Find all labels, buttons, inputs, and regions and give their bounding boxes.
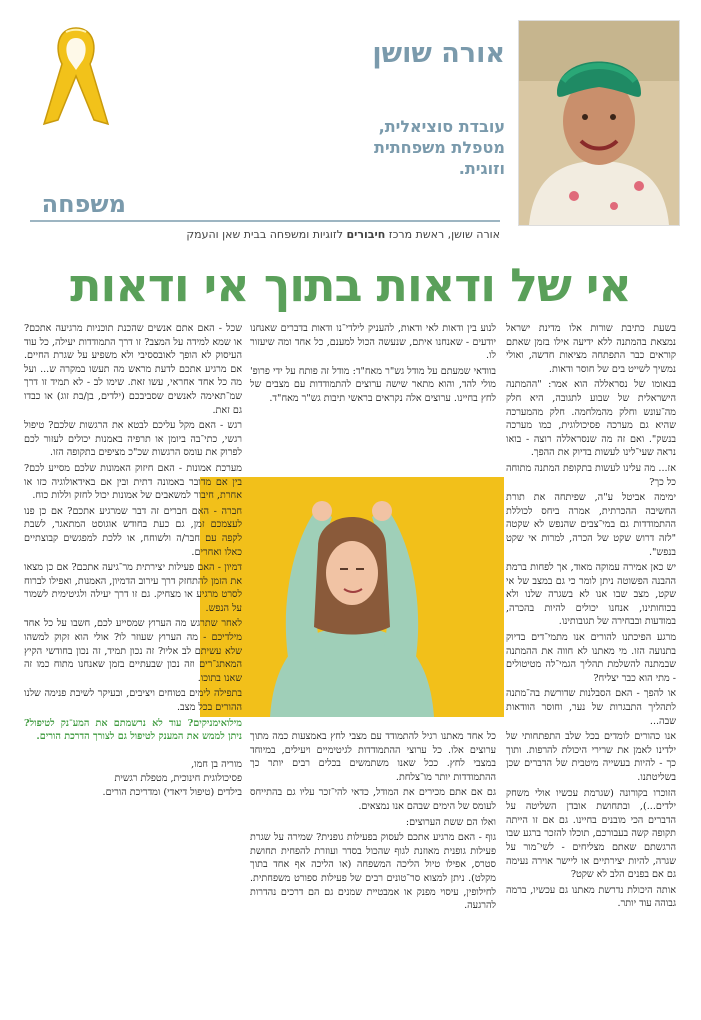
paragraph: כל אחד מאתנו רגיל להתמודד עם מצבי לחץ באמצעות כמה מתוך ערוצים אלו. כל ערוצי ההתמודדות לגיטימיים ויעילים, במיוחד במצבי לחץ. ככל שאנו משתמשים בכלים רבים יותר כך ההתמודדות יותר מו־צלחת. [250, 731, 496, 783]
reservist-grant-note: מילואימניקים? עוד לא נרשמתם את המע־נק לטיפול? ניתן לממש את המענק לטיפול גם לצורך הדרכת הורים. [24, 717, 242, 743]
headline: אי של ודאות בתוך אי ודאות [70, 258, 631, 312]
author-photo [518, 20, 680, 226]
paragraph: גוף - האם מרגיע אתכם לעסוק בפעילות גופנית? שמירה על שגרת פעילות גופנית מאוזנת לגוף שהכול בסדר ועוזרת להפחית תחושת סטרס, אפילו טיול הליכה המשפחה (או הליכה אף אחד בתוך מקלט). ניתן למצוא סר־טונים רבים של פעילות ספורט משפחתית. לחילופין, עיסוי מפנק או אמבטיית שמנים גם הם דרכים נהדרות להרגעה. [250, 832, 496, 912]
paragraph: בנאומו של נסראללה הוא אמר: "ההמתנה הישראלית של שבוע לתגובה, היא חלק מה־עונש וחלק מהמלחמה. חלק מהמערכה שהיא גם מערכה פסיכולוגית, כמו מערכה בנשק". ואם זה מה שנסראללה רוצה - בואו נראה שעי־לינו לעשות בדיוק את ההפך. [506, 379, 676, 459]
paragraph: הזוכרו בקורונה (שגרמת עכשיו אולי משחק ילדים...), ובתחושת אובדן השליטה על הדברים הכי מובנים בחיינו. גם אם זו הייתה תקופה קשה בעבורכם, תוכלו להזכר ברגע שבו הרגשתם שאתם מצליחים - לשי־מור על שגרה, להיות יצירתיים או ליישר אוירה נעימה גם אם בפנים הלב לא שקט? [506, 787, 676, 881]
article-column-middle-bottom [250, 730, 496, 1007]
byline-text: לזוגיות ומשפחה בבית שאן והעמק [186, 228, 347, 241]
paragraph: לנוע בין ודאות לאי ודאות, להעניק לילדי־נו ודאות בדברים שאנחנו יודעים - שאנחנו איתם, שנעשה הכול למענם, כל אחד ומה שיעזור לו. [250, 323, 496, 362]
paragraph: לאחר שתרגש מה הערוץ שמסייע לכם, חשבו על כל אחד מילדיכם - מה הערוץ שעוזר לו? אולי הוא זקוק למשהו שלא עשיתם לב אליו? זה נכון תמיד, זה נכון בחודשי הקיץ המאתג־רים וזה נכון שבעתיים בזמן שאנחנו מתוח כמו זה שאנו בתוכו. [24, 618, 242, 684]
paragraph: מרגע הפיכתנו להורים אנו מתמי־דים בדיוק בתנועה הזו. מי מאתנו לא חווה את ההמתנה שבמתנה להשלמת תהליך הגמי־לה מטיטולים - מתי הוא כבר יצליח? [506, 632, 676, 684]
section-title: משפחה [41, 190, 126, 218]
paragraph: יש כאן אמירה עמוקה מאוד, אך לפחות ברמת ההבנה הפשוטה ניתן לומר כי גם במצב של אי שקט, מצב שבו אנו לא בשגרה שלנו ולא בכוחותינו, אנחנו יכולים להיות בהכרה, במודעות ובבחירה של תגובותינו. [506, 562, 676, 628]
signature [24, 758, 242, 800]
paragraph: גם אם אתם מכירים את המודל, כדאי להי־זכר עליו גם בהתייחס לעומס של הימים שבהם אנו נמצאים. [250, 787, 496, 812]
signature-line: בילדים (טיפול דיאדי) ומדריכת הורים. [102, 786, 242, 798]
paragraph: דמיון - האם פעילות יצירתית מר־גיעה אתכם? אם כן מצאו את הזמן להתחזק דרך עירוב הדמיון, האמנות, ואפילו לברוח לסרט מרגיע או מצחיק. גם זו דרך יעילה ולגיטימית לשמור על הנפש. [24, 562, 242, 614]
author-role-line: מטפלת משפחתית [374, 138, 505, 157]
paragraph: בתפילה לימים בטוחים ויציבים, ובעיקר לשיבת פנימה שלנו ההורים בכל מצב. [24, 688, 242, 714]
byline-text: אורה שושן, ראשת מרכז [385, 228, 500, 241]
paragraph: ואלו הם ששת הערוצים: [405, 816, 496, 828]
author-role [355, 116, 505, 179]
paragraph: ימימה אביטל ע"ה, שפיתחה את תורת החשיבה ההכרתית, אמרה ביחס לכוללת ההתמודדות גם במי־צבים שהנפש לא שקטה "לזה דרוש שקט של הכרה, למרות אי שקט בנפש". [506, 492, 676, 558]
byline [30, 228, 500, 241]
article-image-stressed-woman [200, 477, 504, 717]
paragraph: אותה היכולת נדרשת מאתנו גם עכשיו, ברמה גבוהה עוד יותר. [506, 884, 676, 910]
author-name: אורה שושן [372, 38, 505, 69]
article-column-right [506, 322, 676, 1007]
paragraph: מערכת אמונות - האם חיזוק האמונות שלכם מסייע לכם? בין אם מדובר באמונה דתית ובין אם באידאולוגיה כזו או אחרת, חיבור למשאבים של אמונות יכול לחזק וללות כוח. [24, 462, 242, 502]
paragraph: אז... מה עלינו לעשות בתקופת המתנה מתוחה כל כך? [506, 462, 676, 488]
article-column-middle-top [250, 322, 496, 470]
paragraph: אנו כהורים לומדים בכל שלב התפתחותי של ילדינו לאמן את שרירי היכולת להרפות. ותוך כך - להיות בעשייה מיטבית של הדברים שכן בשליטתנו. [506, 731, 676, 783]
paragraph: רגש - האם מקל עליכם לבטא את הרגשות שלכם? טיפול רגשי, כתי־בה ביומן או תרפיה באמנות יכולים לעזור לכם לפרוק את עומס הרגשות שכ"כ מציפים בתקופה הזו. [24, 420, 242, 459]
paragraph: שכל - האם אתם אנשים שהכנת תוכניות מרגיעה אתכם? או שמא למידה על המצב? זו דרך התמודדות יעילה, כל עוד העיסוק לא הופך לאובססיבי ולא משפיע על שגרת החיים. אם מרגיע אתכם לדעת מראש מה תעשו במקרה ש... ועל מה כל אחד אחראי, עשו זאת. שימו לב - לא תמיד זו דרך שמ־תאימה לאנשים שסביבכם (ילדים, בן/בת זוג) או כבדו גם זאת. [24, 323, 242, 416]
signature-line: מוריה בן חמו, [191, 758, 242, 770]
author-role-line: וזוגית. [458, 159, 505, 178]
section-divider [30, 220, 500, 222]
signature-line: פסיכולוגית חינוכית, מטפלת רגשית [114, 772, 242, 784]
paragraph: בוודאי שמעתם על מודל גש"ר מאח"ד: מודל זה פותח על ידי פרופ' מולי להד, והוא מתאר שישה ערוצים להתמודדות עם מצבים של לחץ בחיינו. ערוצים אלה נקראים בראשי תיבות גש"ר מאח"ד. [250, 365, 496, 404]
yellow-ribbon-icon [36, 20, 116, 132]
author-role-line: עובדת סוציאלית, [378, 117, 505, 136]
byline-center-name: חיבורים [346, 228, 386, 241]
article-column-left [24, 322, 242, 1007]
paragraph: חברה - האם חברים זה דבר שמרגיע אתכם? אם כן פנו לעצמכם זמן, גם כעת בחודש אוגוסט המתאגר, לשבת לקפה עם חבר/ה ולשוחח, או ללכת למפגשים קבוצתיים כאלו ואחרים. [24, 505, 242, 558]
paragraph: או להפך - האם הסבלנות שדורשת בה־מתנה לתהליך התבגרות של נער, וחוסר הוודאות שבה... [506, 688, 676, 727]
paragraph: בשעת כתיבת שורות אלו מדינת ישראל נמצאת בהמתנה ללא ידיעה אילו בזמן שאתם קוראים כבר התפתחה מציאות חדשה, ואולי נמשיך לשייט בים של חוסר ודאות. [506, 323, 676, 375]
